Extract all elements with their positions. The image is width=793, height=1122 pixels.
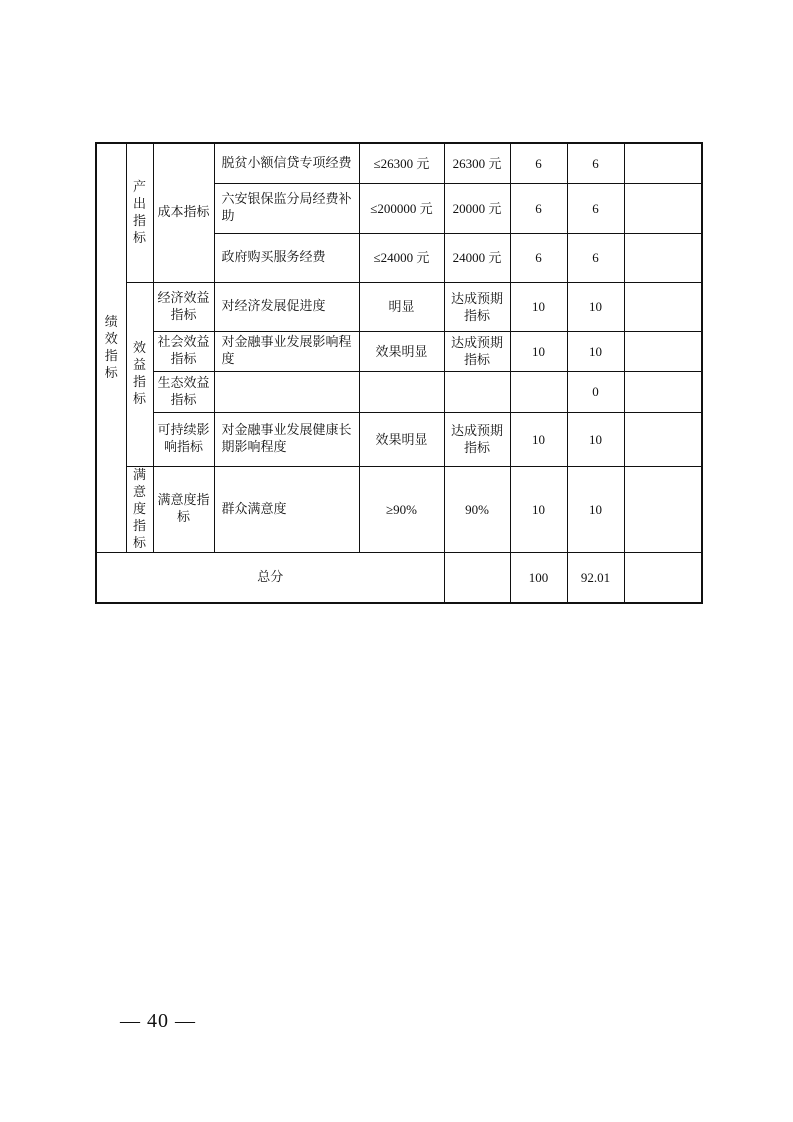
performance-indicator-table	[95, 142, 703, 604]
level1-category-cell: 绩效指标	[96, 143, 126, 552]
indicator-cell: 对经济发展促进度	[214, 282, 359, 331]
level2-category-output: 产出指标	[126, 143, 153, 282]
total-row	[96, 552, 702, 603]
total-label: 总分	[96, 552, 444, 603]
target-cell: 效果明显	[359, 412, 444, 466]
actual-cell: 26300 元	[444, 143, 510, 183]
score-cell: 10	[567, 282, 624, 331]
score-cell: 10	[567, 412, 624, 466]
target-cell: 效果明显	[359, 331, 444, 371]
note-cell	[624, 143, 702, 183]
table-row	[96, 331, 702, 371]
actual-cell: 达成预期指标	[444, 412, 510, 466]
note-cell	[624, 233, 702, 282]
level3-category-cell: 满意度指标	[153, 466, 214, 552]
indicator-cell	[214, 371, 359, 412]
target-cell: 明显	[359, 282, 444, 331]
note-cell	[624, 183, 702, 233]
total-weight: 100	[510, 552, 567, 603]
weight-cell: 6	[510, 233, 567, 282]
level3-category-cell: 经济效益指标	[153, 282, 214, 331]
actual-cell: 90%	[444, 466, 510, 552]
total-score: 92.01	[567, 552, 624, 603]
weight-cell: 6	[510, 183, 567, 233]
indicator-cell: 政府购买服务经费	[214, 233, 359, 282]
note-cell	[624, 466, 702, 552]
note-cell	[624, 371, 702, 412]
table-row	[96, 282, 702, 331]
actual-cell: 达成预期指标	[444, 331, 510, 371]
weight-cell: 10	[510, 331, 567, 371]
weight-cell: 10	[510, 412, 567, 466]
note-cell	[624, 331, 702, 371]
score-cell: 10	[567, 466, 624, 552]
level2-category-benefit: 效益指标	[126, 282, 153, 466]
note-cell	[624, 282, 702, 331]
page-number: — 40 —	[120, 1010, 196, 1032]
target-cell: ≤24000 元	[359, 233, 444, 282]
note-cell	[624, 412, 702, 466]
level3-category-cell: 成本指标	[153, 143, 214, 282]
weight-cell	[510, 371, 567, 412]
weight-cell: 6	[510, 143, 567, 183]
weight-cell: 10	[510, 466, 567, 552]
level3-category-cell: 可持续影响指标	[153, 412, 214, 466]
actual-cell: 20000 元	[444, 183, 510, 233]
score-cell: 6	[567, 143, 624, 183]
level2-category-satisfaction: 满意度指标	[126, 466, 153, 552]
total-actual-cell	[444, 552, 510, 603]
actual-cell: 达成预期指标	[444, 282, 510, 331]
actual-cell: 24000 元	[444, 233, 510, 282]
level3-category-cell: 社会效益指标	[153, 331, 214, 371]
indicator-cell: 对金融事业发展影响程度	[214, 331, 359, 371]
indicator-cell: 对金融事业发展健康长期影响程度	[214, 412, 359, 466]
score-cell: 6	[567, 233, 624, 282]
table-row	[96, 371, 702, 412]
indicator-cell: 脱贫小额信贷专项经费	[214, 143, 359, 183]
table-row	[96, 466, 702, 552]
indicator-cell: 六安银保监分局经费补助	[214, 183, 359, 233]
target-cell: ≤200000 元	[359, 183, 444, 233]
weight-cell: 10	[510, 282, 567, 331]
table-row	[96, 412, 702, 466]
score-cell: 10	[567, 331, 624, 371]
level3-category-cell: 生态效益指标	[153, 371, 214, 412]
target-cell: ≤26300 元	[359, 143, 444, 183]
actual-cell	[444, 371, 510, 412]
target-cell	[359, 371, 444, 412]
target-cell: ≥90%	[359, 466, 444, 552]
table-row	[96, 143, 702, 183]
score-cell: 0	[567, 371, 624, 412]
score-cell: 6	[567, 183, 624, 233]
indicator-cell: 群众满意度	[214, 466, 359, 552]
total-note-cell	[624, 552, 702, 603]
